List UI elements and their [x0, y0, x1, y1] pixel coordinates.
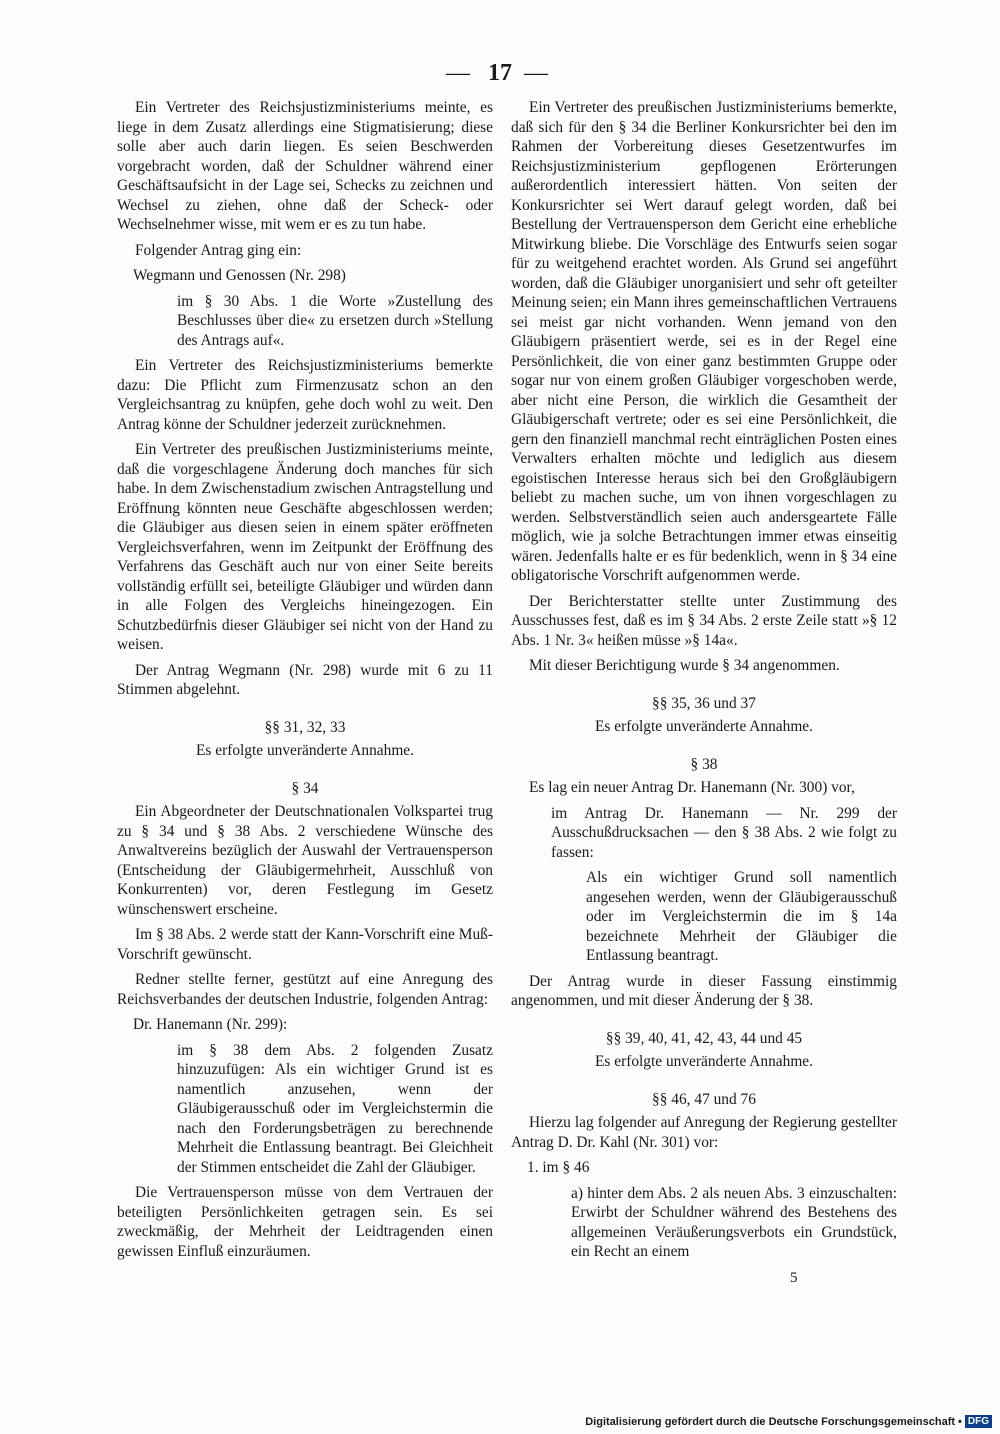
- paragraph: Es erfolgte unveränderte Annahme.: [196, 742, 414, 759]
- paragraph: Der Berichterstatter stellte unter Zustimmung des Ausschusses fest, daß es im § 34 Abs. 2 erste Zeile statt »§ 12 Abs. 1 Nr. 3« heißen müsse »§ 14a«.: [511, 592, 897, 649]
- paragraph: im § 38 dem Abs. 2 folgenden Zusatz hinzuzufügen: Als ein wichtiger Grund ist es namentlich anzusehen, wenn der Gläubigerausschuß oder im Vergleichstermin die nach den Forderungsbeträgen zu berechnende Mehrheit die Entlassung beantragt. Bei Gleichheit der Stimmen entscheidet die Zahl der Gläubiger.: [177, 1041, 493, 1176]
- paragraph: Wegmann und Genossen (Nr. 298): [133, 267, 346, 284]
- paragraph: Redner stellte ferner, gestützt auf eine Anregung des Reichsverbandes der deutschen Industrie, folgenden Antrag:: [117, 971, 493, 1008]
- paragraph: im Antrag Dr. Hanemann — Nr. 299 der Ausschußdrucksachen — den § 38 Abs. 2 wie folgt zu fassen:: [551, 804, 897, 861]
- footer-text: Digitalisierung gefördert durch die Deutsche Forschungsgemeinschaft: [585, 1415, 956, 1428]
- paragraph: Es erfolgte unveränderte Annahme.: [595, 718, 813, 735]
- signature-mark: 5: [790, 1270, 798, 1286]
- paragraph: Ein Vertreter des Reichsjustizministeriums bemerkte dazu: Die Pflicht zum Firmenzusatz schon an den Vergleichsantrag zu knüpfen, gehe doch wohl zu weit. Den Antrag könne der Schuldner jederzeit zurücknehmen.: [117, 357, 493, 433]
- paragraph: im § 30 Abs. 1 die Worte »Zustellung des Beschlusses über die« zu ersetzen durch »Stellung des Antrags auf«.: [177, 292, 493, 349]
- paragraph: Ein Vertreter des preußischen Justizministeriums bemerkte, daß sich für den § 34 die Berliner Konkursrichter bei den im Rahmen der Vorbereitung dieses Gesetzentwurfes im Reichsjustizministerium gepflogenen Erörterungen außerordentlich interessiert hätten. Von seiten der Konkursrichter sei Wert darauf gelegt worden, daß bei Bestellung der Vertrauensperson dem Gericht eine erhebliche Mitwirkung bliebe. Die Vorschläge des Entwurfs seien sogar für zu weitgehend erachtet worden. Als Grund sei angeführt worden, daß die Gläubiger unorganisiert und sehr oft geteilter Meinung seien; ein Mann ihres gemeinschaftlichen Vertrauens sei meist gar nicht vorhanden. Wenn jemand von den Gläubigern präsentiert werde, sei es in der Regel eine Persönlichkeit, die von einer ganz bestimmten Gruppe oder sogar nur von einem großen Gläubiger vorgeschoben werde, aber nicht eine Person, die wirklich die Gesamtheit der Gläubigerschaft vertrete; oder es sei eine Persönlichkeit, die gern den finanziell manchmal recht einträglichen Posten eines Verwalters erhalten möchte und lediglich aus diesem egoistischen Interesse heraus sich bei den Großgläubigern beliebt zu machen suche, um von ihnen vorgeschlagen zu werden. Selbstverständlich seien auch andersgeartete Fälle möglich, wie ja solche Betrachtungen immer etwas einseitig wären. Jedenfalls halte er es für bedenklich, wenn in § 34 eine obligatorische Vorschrift aufgenommen werde.: [511, 99, 897, 584]
- paragraph: 1. im § 46: [527, 1159, 590, 1176]
- paragraph: Ein Abgeordneter der Deutschnationalen Volkspartei trug zu § 34 und § 38 Abs. 2 verschiedene Wünsche des Anwaltvereins bezüglich der Auswahl der Vertrauensperson (Entscheidung der Gläubigermehrheit, Ausschluß von Konkurrenten) vor, deren Festlegung im Gesetz wünschenswert erscheine.: [117, 803, 493, 918]
- paragraph: Ein Vertreter des Reichsjustizministeriums meinte, es liege in dem Zusatz allerdings eine Stigmatisierung; diese solle aber auch darin liegen. Es seien Beschwerden vorgebracht worden, daß der Schuldner während einer Geschäftsaufsicht in der Lage sei, Schecks zu zeichnen und Wechsel zu ziehen, ohne daß der Scheck- oder Wechselnehmer wisse, mit wem er es zu tun habe.: [117, 99, 493, 233]
- paragraph: Dr. Hanemann (Nr. 299):: [133, 1016, 288, 1033]
- section-heading: §§ 46, 47 und 76: [652, 1090, 756, 1108]
- paragraph: Der Antrag wurde in dieser Fassung einstimmig angenommen, und mit dieser Änderung der § 38.: [511, 972, 897, 1009]
- paragraph: Ein Vertreter des preußischen Justizministeriums meinte, daß die vorgeschlagene Änderung doch manches für sich habe. In dem Zwischenstadium zwischen Antragstellung und Eröffnung könnten neue Geschäfte abgeschlossen werden; die Gläubiger aus diesen seien in einem später eröffneten Vergleichsverfahren, wenn im Zeitpunkt der Eröffnung des Verfahrens das Geschäft auch nur von einer Seite bereits vollständig erfüllt sei, beteiligte Gläubiger und würden dann in alle Folgen des Vergleichs hineingezogen. Ein Schutzbedürfnis dieser Gläubiger sei nicht von der Hand zu weisen.: [117, 441, 493, 653]
- footer: [585, 1415, 992, 1428]
- paragraph: Mit dieser Berichtigung wurde § 34 angenommen.: [529, 657, 840, 674]
- paragraph: Im § 38 Abs. 2 werde statt der Kann-Vorschrift eine Muß-Vorschrift gewünscht.: [117, 926, 493, 963]
- paragraph: a) hinter dem Abs. 2 als neuen Abs. 3 einzuschalten: Erwirbt der Schuldner während des Bestehens des allgemeinen Veräußerungsverbots ein Grundstück, ein Recht an einem: [571, 1184, 897, 1260]
- paragraph: Es lag ein neuer Antrag Dr. Hanemann (Nr. 300) vor,: [529, 779, 855, 796]
- dfg-logo: DFG: [965, 1415, 992, 1428]
- section-heading: §§ 35, 36 und 37: [652, 694, 756, 712]
- section-heading: § 34: [291, 779, 319, 797]
- footer-separator: •: [958, 1415, 962, 1428]
- page-number: 17: [488, 60, 512, 86]
- right-column: [511, 98, 897, 1268]
- paragraph: Folgender Antrag ging ein:: [135, 241, 302, 259]
- paragraph: Der Antrag Wegmann (Nr. 298) wurde mit 6 zu 11 Stimmen abgelehnt.: [117, 661, 493, 698]
- left-column: [117, 98, 493, 1267]
- section-heading: § 38: [690, 755, 718, 773]
- paragraph: Als ein wichtiger Grund soll namentlich angesehen werden, wenn der Gläubigerausschuß oder im Vergleichstermin die im § 14a bezeichnete Mehrheit der Gläubiger die Entlassung beantragt.: [586, 869, 897, 964]
- paragraph: Es erfolgte unveränderte Annahme.: [595, 1053, 813, 1070]
- paragraph: Die Vertrauensperson müsse von dem Vertrauen der beteiligten Persönlichkeiten getragen sein. Es sei zweckmäßig, der Mehrheit der Leidtragenden einen gewissen Einfluß einzuräumen.: [117, 1184, 493, 1260]
- section-heading: §§ 39, 40, 41, 42, 43, 44 und 45: [605, 1029, 803, 1047]
- section-heading: §§ 31, 32, 33: [264, 718, 346, 736]
- paragraph: Hierzu lag folgender auf Anregung der Regierung gestellter Antrag D. Dr. Kahl (Nr. 301) vor:: [511, 1114, 897, 1151]
- page-header: — 17 —: [446, 60, 554, 86]
